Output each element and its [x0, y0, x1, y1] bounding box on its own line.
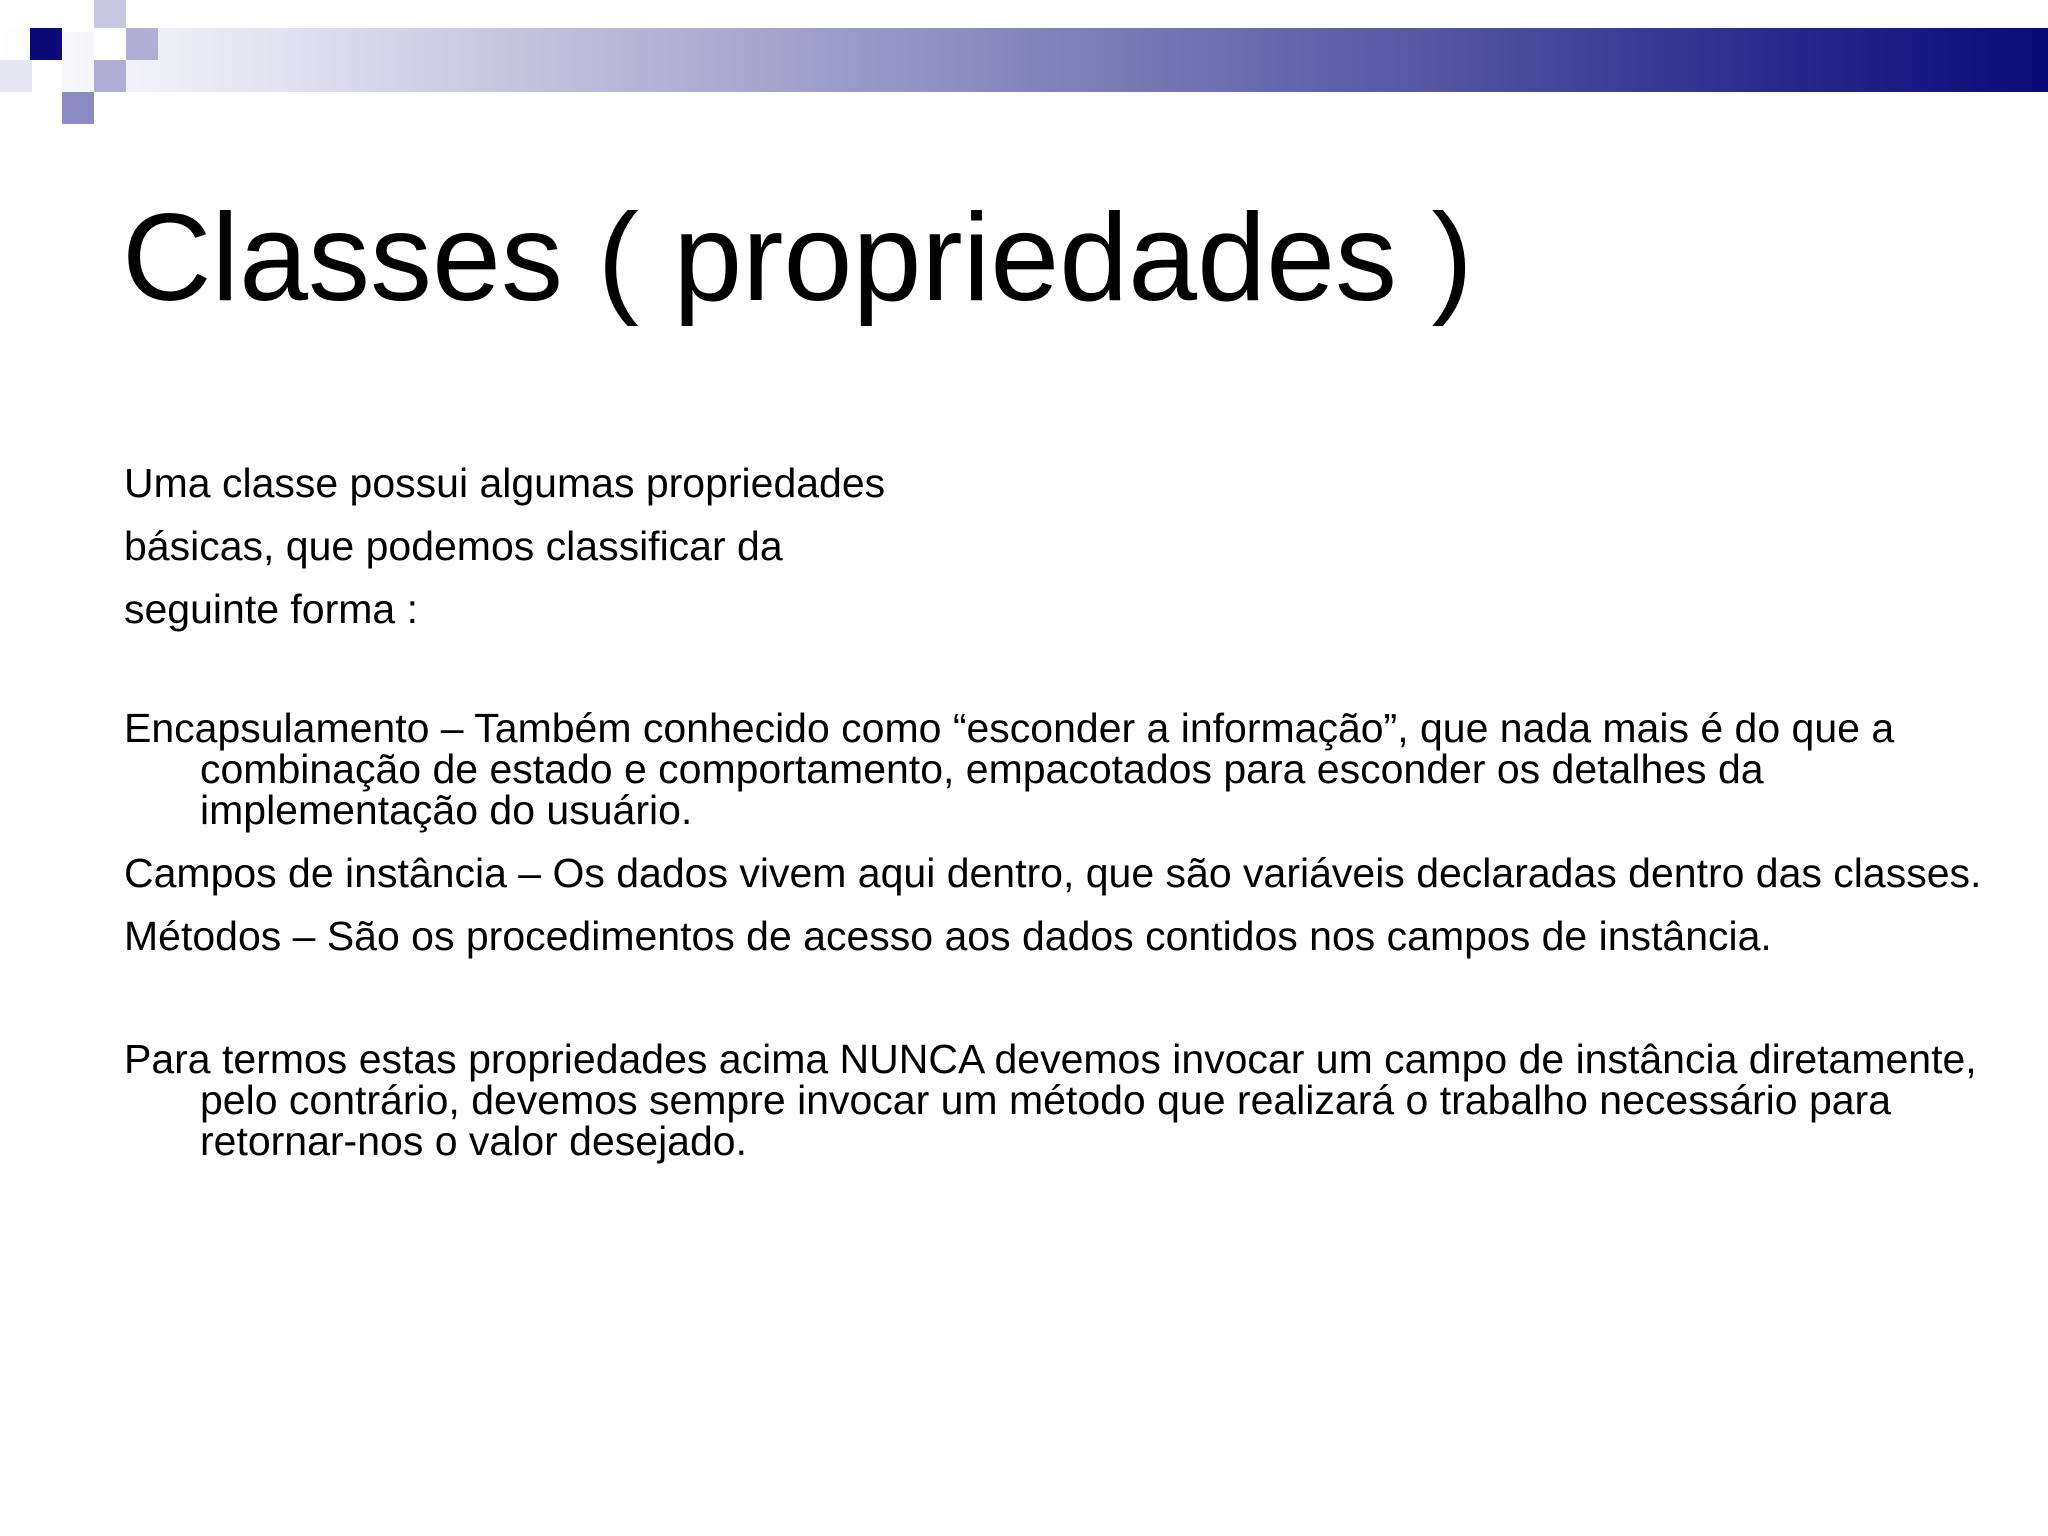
corner-square [30, 60, 62, 92]
corner-square [94, 60, 126, 92]
corner-square [62, 92, 94, 124]
instance-fields-item: Campos de instância – Os dados vivem aqui dentro, que são variáveis declaradas dentro das classes. [124, 850, 1982, 896]
conclusion-paragraph: Para termos estas propriedades acima NUNCA devemos invocar um campo de instância diretamente, pelo contrário, devemos sempre invocar um método que realizará o trabalho necessário para retornar-nos o valor desejado. [124, 1036, 1977, 1164]
slide-title: Classes ( propriedades ) [122, 189, 1473, 327]
encapsulation-item: Encapsulamento – Também conhecido como “esconder a informação”, que nada mais é do que a combinação de estado e comportamento, empacotados para esconder os detalhes da implementação do usuário. [124, 705, 1895, 833]
corner-square [94, 28, 126, 60]
corner-square [62, 0, 94, 32]
corner-squares-decoration [0, 0, 160, 130]
corner-square [126, 28, 158, 60]
corner-square-dark [30, 28, 62, 60]
intro-line: Uma classe possui algumas propriedades [124, 460, 886, 506]
intro-line: seguinte forma : [124, 586, 418, 632]
intro-line: básicas, que podemos classificar da [124, 523, 783, 569]
slide-body [124, 705, 1984, 1184]
header-gradient-bar [0, 28, 2048, 92]
intro-paragraph [124, 452, 1324, 641]
methods-item: Métodos – São os procedimentos de acesso aos dados contidos nos campos de instância. [124, 913, 1772, 959]
corner-square [0, 60, 32, 92]
